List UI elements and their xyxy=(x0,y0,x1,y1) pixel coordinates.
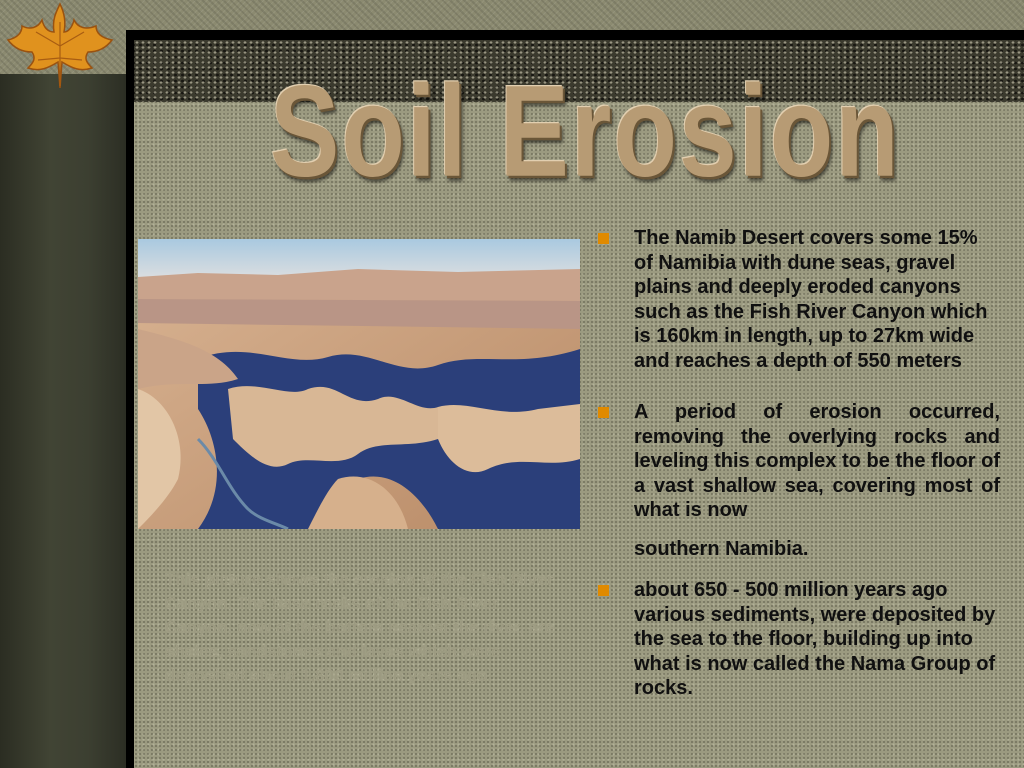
bullet-item xyxy=(594,226,1000,400)
photo-caption: This picture shows the erosion of the Fish River Canyon. The base rocks of the Fish River Canyon, now at the bottom nearest the river, are shales, sandstones and lavas which were deposited about 1,800 million years ago. xyxy=(165,570,555,685)
bullet-item xyxy=(594,400,1000,578)
side-stripe xyxy=(0,74,126,768)
square-bullet-icon xyxy=(598,585,609,596)
canyon-photo xyxy=(138,239,580,529)
square-bullet-icon xyxy=(598,233,609,244)
bullet-text: A period of erosion occurred, removing the overlying rocks and leveling this complex to be the floor of a vast shallow sea, covering most of what is now xyxy=(634,401,1000,521)
bullet-text: about 650 - 500 million years ago various sediments, were deposited by the sea to the floor, building up into what is now called the Nama Group of rocks. xyxy=(634,579,996,699)
bullet-item xyxy=(594,578,1000,701)
slide-title: Soil Erosion xyxy=(270,59,901,205)
bullet-list xyxy=(594,226,1000,701)
maple-leaf-icon xyxy=(6,2,114,90)
square-bullet-icon xyxy=(598,407,609,418)
bullet-text-tail: southern Namibia. xyxy=(634,537,809,560)
bullet-text: The Namib Desert covers some 15% of Namibia with dune seas, gravel plains and deeply eroded canyons such as the Fish River Canyon which is 160km in length, up to 27km wide and reaches a depth of 550 meters xyxy=(634,227,988,372)
